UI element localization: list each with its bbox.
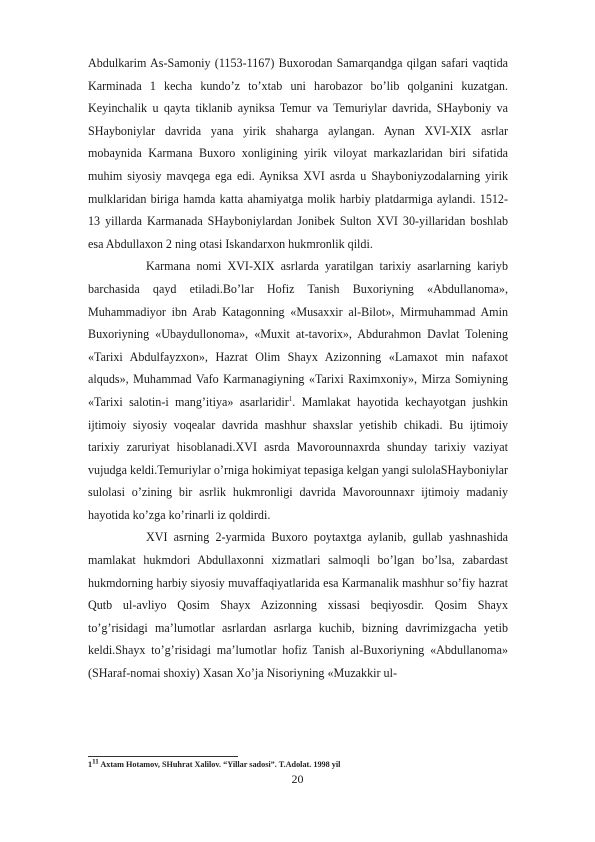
paragraph-2 (88, 255, 508, 526)
footnote-text: Axtam Hotamov, SHuhrat Xalilov. “Yillar sadosi”. T.Adolat. 1998 yil (98, 760, 341, 769)
footnote-reference: 1 (288, 394, 293, 403)
paragraph-3 (88, 526, 508, 684)
footnote-separator (88, 756, 238, 757)
document-body (88, 52, 508, 685)
footnote-marker: 1 (88, 760, 93, 769)
paragraph-1 (88, 52, 508, 255)
paragraph-3-text: XVI asrning 2-yarmida Buxoro poytaxtga aylanib, gullab yashnashida mamlakat hukmdori Abdullaxonni xizmatlari salmoqli bo’lgan bo’lsa, zabardast hukmdorning harbiy siyosiy muvaffaqiyatlarida esa Karmanalik mashhur so’fiy hazrat Qutb ul-avliyo Qosim Shayx Azizonning xissasi beqiyosdir. Qosim Shayx to’g’risidagi ma’lumotlar asrlardan asrlarga kuchib, bizning davrimizgacha yetib keldi.Shayx to’g’risidagi ma’lumotlar hofiz Tanish al-Buxoriyning «Abdullanoma» (SHaraf-nomai shoxiy) Xasan Xo’ja Nisoriyning «Muzakkir ul- (88, 530, 508, 681)
paragraph-1-text: Abdulkarim As-Samoniy (1153-1167) Buxorodan Samarqandga qilgan safari vaqtida Karminada 1 kecha kundo’z to’xtab uni harobazor bo’lib qolganini kuzatgan. Keyinchalik u qayta tiklanib ayniksa Temur va Temuriylar davrida, SHayboniy va SHayboniylar davrida yana yirik shaharga aylangan. Aynan XVI-XIX asrlar mobaynida Karmana Buxoro xonligining yirik viloyat markazlaridan biri sifatida muhim siyosiy mavqega ega edi. Ayniksa XVI asrda u Shayboniyzodalarning yirik mulklaridan biriga hamda katta ahamiyatga molik harbiy platdarmiga aylandi. 1512-13 yillarda Karmanada SHayboniylardan Jonibek Sulton XVI 30-yillaridan boshlab esa Abdullaxon 2 ning otasi Iskandarxon hukmronlik qildi. (88, 56, 508, 251)
footnote (88, 759, 508, 770)
page-number: 20 (291, 772, 304, 786)
paragraph-2-text-before: Karmana nomi XVI-XIX asrlarda yaratilgan tarixiy asarlarning kariyb barchasida qayd etiladi.Bo’lar Hofiz Tanish Buxoriyning «Abdullanoma», Muhammadiyor ibn Arab Katagonning «Musaxxir al-Bilot», Mirmuhammad Amin Buxoriyning «Ubaydullonoma», «Muxit at-tavorix», Abdurahmon Davlat Tolening «Tarixi Abdulfayzxon», Hazrat Olim Shayx Azizonning «Lamaxot min nafaxot alquds», Muhammad Vafo Karmanagiyning «Tarixi Raximxoniy», Mirza Somiyning «Tarixi salotin-i mang’itiya» asarlaridir (88, 259, 508, 409)
footnote-sup: 11 (92, 759, 99, 766)
paragraph-2-text-after: . Mamlakat hayotida kechayotgan jushkin ijtimoiy siyosiy voqealar davrida mashhur shaxslar yetishib chikadi. Bu ijtimoiy tarixiy zaruriyat hisoblanadi.XVI asrda Mavorounnaxrda shunday tarixiy vaziyat vujudga keldi.Temuriylar o’rniga hokimiyat tepasiga kelgan yangi sulolaSHayboniylar sulolasi o’zining bir asrlik hukmronligi davrida Mavorounnaxr ijtimoiy madaniy hayotida ko’zga ko’rinarli iz qoldirdi. (88, 394, 508, 522)
